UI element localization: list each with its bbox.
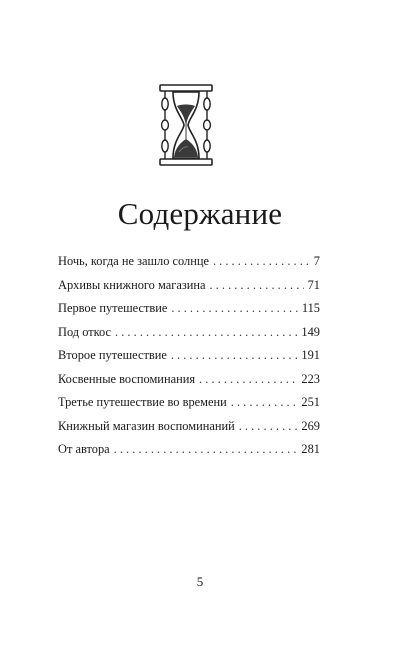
toc-entry-page: 223: [301, 371, 320, 386]
toc-entry-title: Косвенные воспоминания: [58, 371, 196, 386]
toc-entry-page: 251: [301, 395, 320, 409]
toc-leader-dots: [114, 438, 298, 462]
toc-entry-page: 269: [301, 418, 320, 433]
toc-leader-dots: [239, 415, 298, 439]
toc-entry-title: Ночь, когда не зашло солнце: [58, 254, 209, 268]
toc-entry-title: Третье путешествие во времени: [58, 395, 227, 409]
toc-entry-page: 7: [313, 254, 320, 268]
toc-entry-title: Под откос: [58, 324, 112, 339]
page-number: 5: [196, 574, 204, 589]
hourglass-icon: [157, 82, 215, 168]
toc-leader-dots: [209, 274, 303, 298]
toc-entry[interactable]: [58, 274, 320, 298]
toc-leader-dots: [115, 321, 297, 345]
toc-entry-title: От автора: [58, 442, 110, 456]
toc-entry-title: Книжный магазин воспоминаний: [58, 418, 235, 433]
toc-entry-title: Первое путешествие: [58, 301, 168, 315]
toc-leader-dots: [231, 391, 298, 415]
toc-entry-title: Архивы книжного магазина: [58, 277, 206, 292]
toc-entry[interactable]: [58, 344, 320, 368]
toc-leader-dots: [171, 297, 298, 321]
toc-leader-dots: [199, 368, 297, 392]
toc-entry-page: 281: [301, 442, 320, 456]
toc-entry[interactable]: [58, 415, 320, 439]
toc-entry[interactable]: [58, 438, 320, 462]
toc-entry-page: 191: [301, 348, 320, 362]
toc-entry[interactable]: [58, 297, 320, 321]
contents-title: Содержание: [117, 196, 283, 231]
toc-entry-title: Второе путешествие: [58, 348, 167, 362]
toc-entry[interactable]: [58, 321, 320, 345]
toc-leader-dots: [171, 344, 298, 368]
toc-entry-page: 149: [301, 324, 320, 339]
toc-entry[interactable]: [58, 391, 320, 415]
toc-leader-dots: [213, 250, 310, 274]
toc-entry[interactable]: [58, 368, 320, 392]
toc-entry[interactable]: [58, 250, 320, 274]
table-of-contents: [58, 250, 320, 462]
toc-entry-page: 71: [307, 277, 320, 292]
toc-entry-page: 115: [301, 301, 320, 315]
